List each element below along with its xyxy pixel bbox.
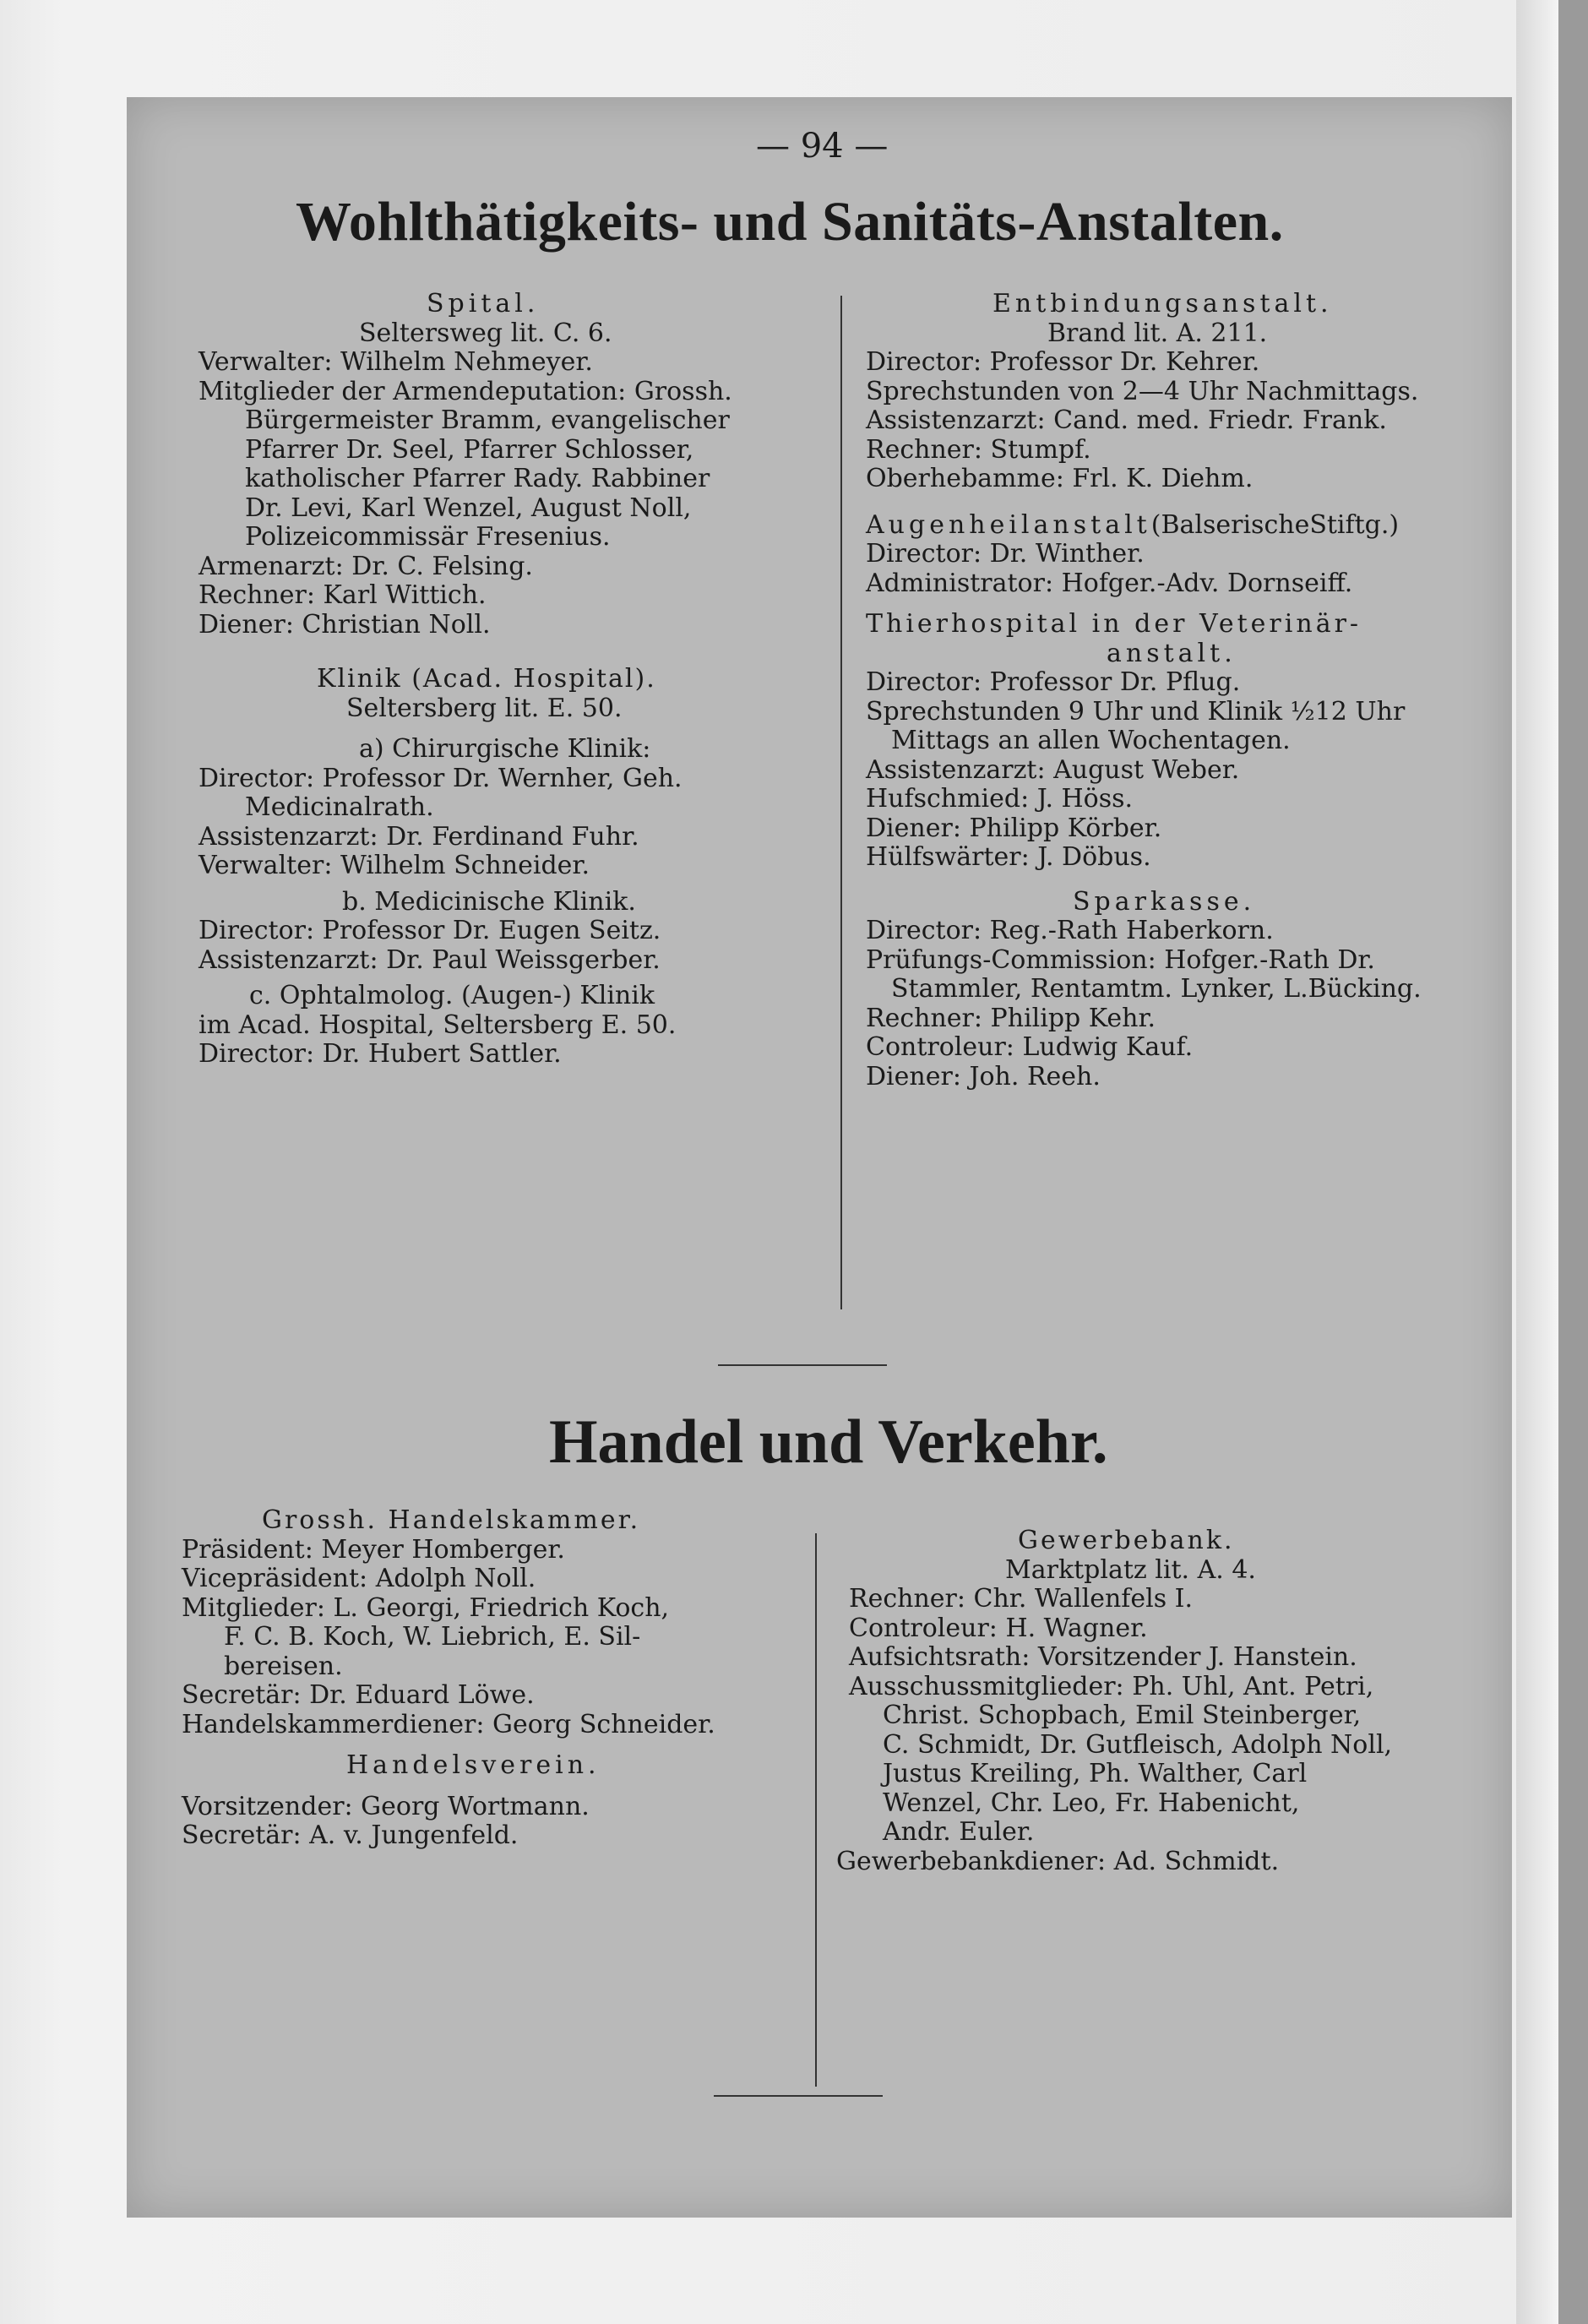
entry-line: Assistenzarzt: August Weber. <box>866 754 1240 785</box>
entry-line: Assistenzarzt: Dr. Ferdinand Fuhr. <box>198 821 639 852</box>
entry-line: Armenarzt: Dr. C. Felsing. <box>198 551 533 581</box>
entry-line: Christ. Schopbach, Emil Steinberger, <box>883 1701 1362 1730</box>
entry-line: Verwalter: Wilhelm Nehmeyer. <box>198 347 593 377</box>
book-edge <box>1558 0 1588 2324</box>
section-rule <box>718 1364 887 1366</box>
entry-line: Medicinalrath. <box>245 792 434 822</box>
entry-line: Director: Professor Dr. Kehrer. <box>866 347 1260 377</box>
entry-line: Secretär: A. v. Jungenfeld. <box>182 1821 519 1850</box>
entry-line: Rechner: Philipp Kehr. <box>866 1003 1156 1033</box>
entry-line: Hufschmied: J. Höss. <box>866 784 1134 814</box>
entry-line: Prüfungs-Commission: Hofger.-Rath Dr. <box>866 944 1375 975</box>
column-gewerbebank <box>836 1527 1478 1876</box>
subheading-chirurgie: a) Chirurgische Klinik: <box>359 734 651 764</box>
column-handelskammer <box>182 1506 807 1851</box>
heading-handelskammer: Grossh. Handelskammer. <box>262 1505 641 1535</box>
entry-line: Hülfswärter: J. Döbus. <box>866 842 1151 872</box>
entry-line: Mitglieder: L. Georgi, Friedrich Koch, <box>182 1592 670 1623</box>
entry-line: Dr. Levi, Karl Wenzel, August Noll, <box>245 493 692 523</box>
entry-line: Handelskammerdiener: Georg Schneider. <box>182 1709 715 1739</box>
entry-line: Andr. Euler. <box>883 1817 1035 1847</box>
address-spital: Seltersweg lit. C. 6. <box>359 318 612 348</box>
column-anstalten <box>866 290 1504 1091</box>
address-gewerbebank: Marktplatz lit. A. 4. <box>1005 1554 1256 1585</box>
entry-line: Diener: Joh. Reeh. <box>866 1061 1101 1091</box>
column-spital-klinik <box>198 290 836 1069</box>
entry-line: Ausschussmitglieder: Ph. Uhl, Ant. Petri, <box>849 1671 1374 1701</box>
entry-line: Controleur: H. Wagner. <box>849 1613 1148 1643</box>
entry-line: C. Schmidt, Dr. Gutfleisch, Adolph Noll, <box>883 1729 1393 1760</box>
page-fold <box>1516 0 1558 2324</box>
section-title-trade: Handel und Verkehr. <box>549 1407 1108 1477</box>
entry-line: Vicepräsident: Adolph Noll. <box>182 1564 536 1593</box>
heading-thierhospital-cont: anstalt. <box>1107 638 1237 668</box>
entry-line: Wenzel, Chr. Leo, Fr. Habenicht, <box>883 1788 1300 1818</box>
entry-line: Verwalter: Wilhelm Schneider. <box>198 851 590 880</box>
entry-line: bereisen. <box>224 1651 343 1681</box>
page-number: — 94 — <box>756 127 889 166</box>
heading-klinik: Klinik (Acad. Hospital). <box>317 664 656 694</box>
column-divider <box>840 296 842 1309</box>
entry-line: Secretär: Dr. Eduard Löwe. <box>182 1680 535 1710</box>
entry-line: F. C. B. Koch, W. Liebrich, E. Sil- <box>224 1622 641 1652</box>
address-klinik: Seltersberg lit. E. 50. <box>346 693 623 723</box>
entry-line: Rechner: Stumpf. <box>866 434 1091 465</box>
entry-line: Bürgermeister Bramm, evangelischer <box>245 405 730 435</box>
entry-line: Sprechstunden von 2—4 Uhr Nachmittags. <box>866 376 1419 406</box>
entry-line: Pfarrer Dr. Seel, Pfarrer Schlosser, <box>245 434 694 465</box>
subheading-augen: c. Ophtalmolog. (Augen-) Klinik <box>249 981 655 1010</box>
entry-line: im Acad. Hospital, Seltersberg E. 50. <box>198 1010 677 1040</box>
heading-handelsverein: Handelsverein. <box>346 1750 601 1780</box>
heading-gewerbebank: Gewerbebank. <box>1018 1526 1235 1555</box>
entry-line: Aufsichtsrath: Vorsitzender J. Hanstein. <box>849 1642 1357 1672</box>
entry-line: Director: Dr. Winther. <box>866 539 1145 569</box>
entry-line: Director: Dr. Hubert Sattler. <box>198 1039 562 1069</box>
entry-line: Gewerbebankdiener: Ad. Schmidt. <box>836 1846 1280 1876</box>
entry-line: Assistenzarzt: Cand. med. Friedr. Frank. <box>866 405 1387 435</box>
entry-line: Director: Professor Dr. Wernher, Geh. <box>198 763 683 793</box>
entry-line: Vorsitzender: Georg Wortmann. <box>182 1791 590 1821</box>
entry-line: Polizeicommissär Fresenius. <box>245 522 611 552</box>
heading-entbindung: Entbindungsanstalt. <box>993 289 1333 318</box>
entry-line: Präsident: Meyer Homberger. <box>182 1534 565 1565</box>
entry-line: Diener: Philipp Körber. <box>866 813 1162 843</box>
entry-line: Sprechstunden 9 Uhr und Klinik ½12 Uhr <box>866 696 1406 727</box>
heading-augenheil-suffix: (BalserischeStiftg.) <box>1150 509 1400 540</box>
heading-augenheil: Augenheilanstalt <box>866 509 1151 540</box>
entry-line: Administrator: Hofger.-Adv. Dornseiff. <box>866 568 1353 598</box>
entry-line: Director: Professor Dr. Eugen Seitz. <box>198 916 661 945</box>
section-rule <box>714 2095 883 2097</box>
section-title-charity: Wohlthätigkeits- und Sanitäts-Anstalten. <box>296 191 1284 253</box>
heading-sparkasse: Sparkasse. <box>1073 886 1256 917</box>
entry-line: Controleur: Ludwig Kauf. <box>866 1032 1194 1062</box>
entry-line: Justus Kreiling, Ph. Walther, Carl <box>883 1759 1308 1788</box>
entry-line: Stammler, Rentamtm. Lynker, L.Bücking. <box>891 974 1422 1004</box>
entry-line: Rechner: Chr. Wallenfels I. <box>849 1584 1194 1614</box>
entry-line: Diener: Christian Noll. <box>198 609 491 640</box>
entry-line: Assistenzarzt: Dr. Paul Weissgerber. <box>198 944 661 975</box>
entry-line: Director: Professor Dr. Pflug. <box>866 667 1241 697</box>
subheading-medizin: b. Medicinische Klinik. <box>342 886 636 917</box>
column-divider <box>815 1533 817 2087</box>
entry-line: Mittags an allen Wochentagen. <box>891 726 1291 755</box>
entry-line: katholischer Pfarrer Rady. Rabbiner <box>245 464 710 493</box>
entry-line: Mitglieder der Armendeputation: Grossh. <box>198 376 732 406</box>
heading-thierhospital: Thierhospital in der Veterinär- <box>866 609 1362 639</box>
entry-line: Director: Reg.-Rath Haberkorn. <box>866 916 1274 945</box>
address-entbindung: Brand lit. A. 211. <box>1047 318 1268 348</box>
heading-spital: Spital. <box>427 289 540 318</box>
entry-line: Oberhebamme: Frl. K. Diehm. <box>866 464 1254 493</box>
entry-line: Rechner: Karl Wittich. <box>198 580 487 610</box>
